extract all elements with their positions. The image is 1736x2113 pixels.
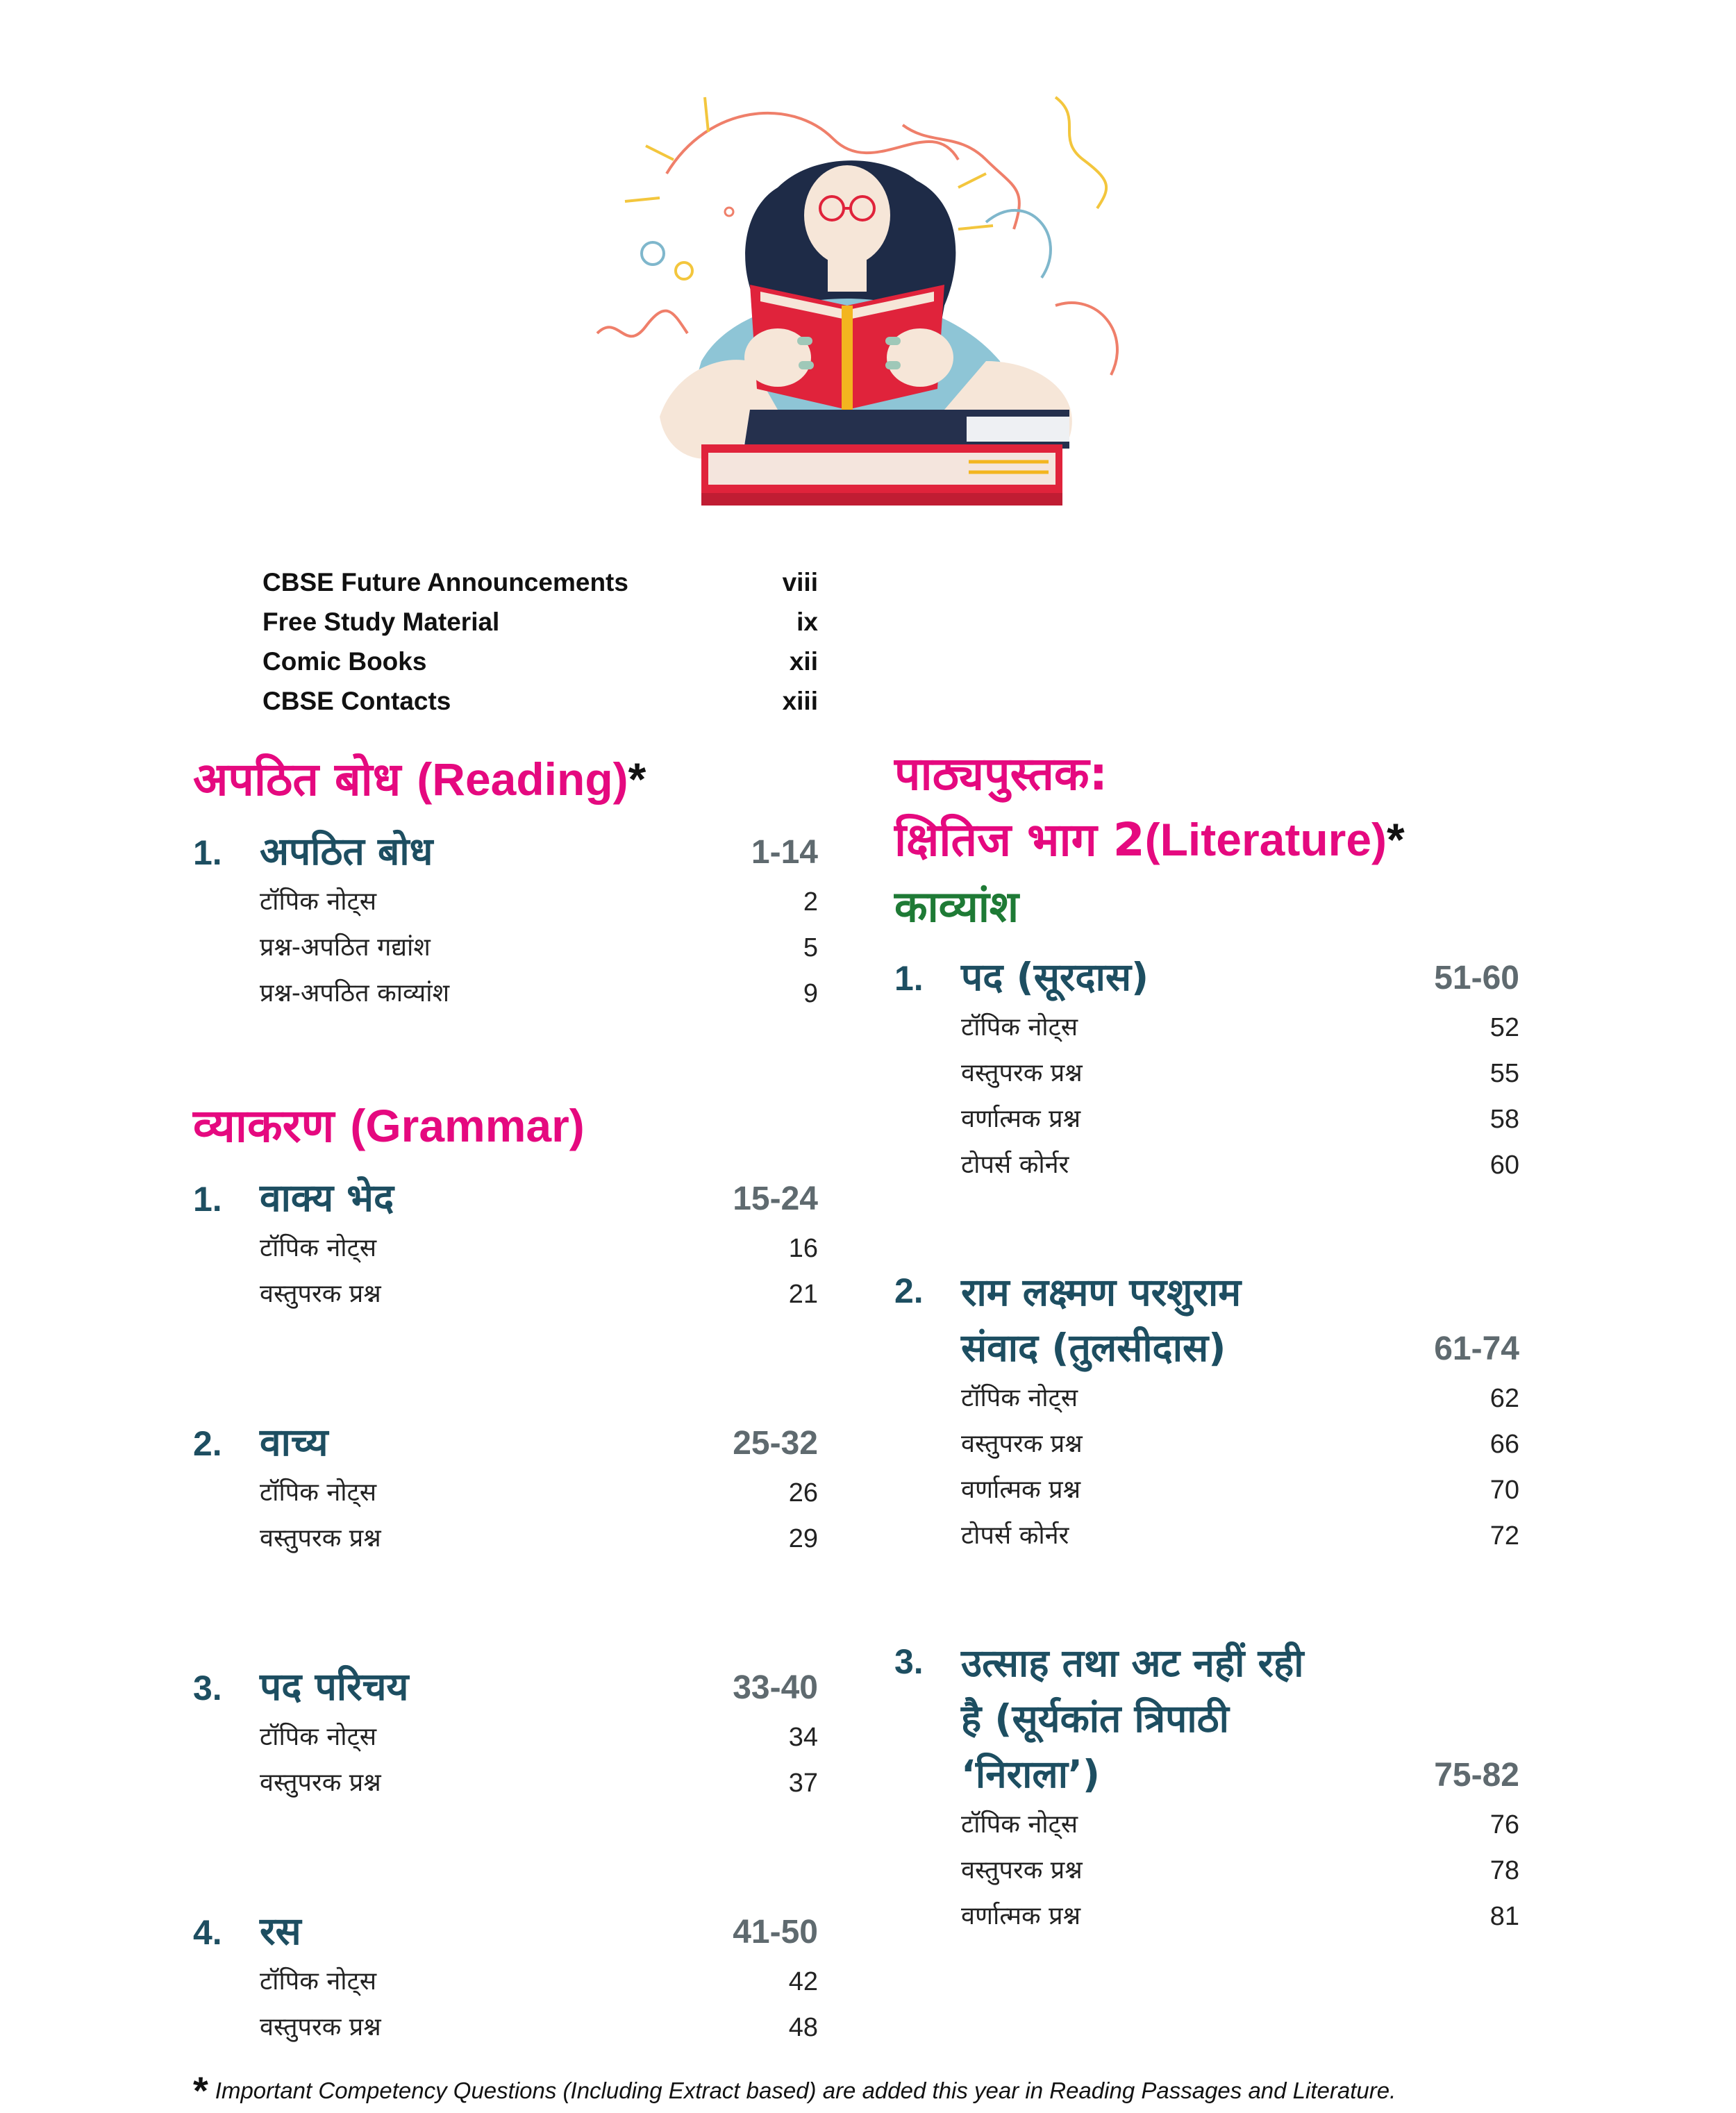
toc-entry-page: xii — [789, 647, 818, 676]
chapter-title: अपठित बोध — [260, 829, 433, 874]
topic-entry[interactable] — [894, 1467, 1519, 1513]
topic-page: 52 — [1489, 1013, 1519, 1042]
toc-entry-label: CBSE Contacts — [262, 687, 451, 715]
topic-entry[interactable] — [193, 1516, 818, 1562]
chapter-heading[interactable] — [894, 949, 1519, 1005]
topic-page: 34 — [788, 1723, 818, 1752]
topic-page: 9 — [803, 979, 818, 1008]
topic-label: वस्तुपरक प्रश्न — [961, 1059, 1083, 1087]
topic-page: 72 — [1489, 1521, 1519, 1551]
chapter-title: उत्साह तथा अट नहीं रही है (सूर्यकांत त्रिपाठी ‘निराला’) — [961, 1641, 1304, 1796]
section-title-english: (Reading) — [417, 753, 628, 805]
topic-label: टॉपिक नोट्स — [260, 1723, 377, 1751]
topic-entry[interactable] — [193, 879, 818, 925]
section-title-line2 — [894, 807, 1519, 873]
section-title-line1: पाठ्यपुस्तक: — [894, 747, 1108, 801]
asterisk: * — [193, 2069, 208, 2112]
topic-page: 16 — [788, 1234, 818, 1263]
chapter-heading[interactable] — [193, 1414, 818, 1470]
topic-label: वस्तुपरक प्रश्न — [260, 1280, 381, 1308]
topic-page: 76 — [1489, 1810, 1519, 1839]
topic-label: प्रश्न-अपठित काव्यांश — [260, 979, 450, 1008]
topic-entry[interactable] — [193, 971, 818, 1017]
chapter-page-range: 33-40 — [733, 1669, 818, 1706]
chapter-number: 1. — [193, 833, 222, 872]
section-title — [193, 1093, 818, 1159]
topic-label: टॉपिक नोट्स — [260, 1234, 377, 1262]
chapter-page-range: 61-74 — [1434, 1330, 1519, 1367]
topic-label: वर्णात्मक प्रश्न — [961, 1476, 1081, 1504]
topic-page: 37 — [788, 1769, 818, 1798]
topic-page: 29 — [788, 1524, 818, 1553]
chapter-number: 2. — [894, 1271, 924, 1310]
chapter-block — [193, 1414, 818, 1562]
chapter-heading[interactable] — [193, 1903, 818, 1959]
topic-label: टोपर्स कोर्नर — [961, 1521, 1069, 1550]
topic-label: वस्तुपरक प्रश्न — [260, 2013, 381, 2041]
topic-entry[interactable] — [894, 1051, 1519, 1096]
chapter-heading[interactable] — [193, 1170, 818, 1226]
chapter-heading[interactable] — [193, 1659, 818, 1714]
topic-entry[interactable] — [193, 1470, 818, 1516]
chapter-block — [193, 1903, 818, 2051]
chapter-heading[interactable] — [894, 1264, 1519, 1376]
topic-entry[interactable] — [193, 1226, 818, 1271]
toc-entry-label: Free Study Material — [262, 608, 500, 636]
left-column — [193, 746, 818, 2051]
chapter-block — [193, 1170, 818, 1317]
topic-label: वर्णात्मक प्रश्न — [961, 1105, 1081, 1133]
chapter-number: 1. — [894, 959, 924, 998]
topic-page: 66 — [1489, 1430, 1519, 1459]
topic-entry[interactable] — [193, 925, 818, 971]
topic-label: वस्तुपरक प्रश्न — [961, 1430, 1083, 1458]
grammar-section — [193, 1093, 818, 2051]
chapter-number: 2. — [193, 1424, 222, 1463]
topic-label: टॉपिक नोट्स — [260, 887, 377, 916]
chapter-title: राम लक्ष्मण परशुराम संवाद (तुलसीदास) — [961, 1270, 1242, 1370]
topic-entry[interactable] — [894, 1376, 1519, 1421]
chapter-block — [894, 949, 1519, 1188]
right-column — [894, 742, 1519, 1939]
chapter-page-range: 25-32 — [733, 1425, 818, 1462]
topic-label: टॉपिक नोट्स — [260, 1967, 377, 1996]
topic-entry[interactable] — [894, 1802, 1519, 1848]
topic-entry[interactable] — [894, 1096, 1519, 1142]
topic-label: वस्तुपरक प्रश्न — [961, 1856, 1083, 1885]
chapter-page-range: 75-82 — [1434, 1757, 1519, 1794]
topic-label: प्रश्न-अपठित गद्यांश — [260, 933, 431, 962]
section-title-english: (Literature) — [1144, 814, 1387, 865]
chapter-title: पद परिचय — [260, 1664, 409, 1709]
topic-page: 42 — [788, 1967, 818, 1996]
topic-page: 55 — [1489, 1059, 1519, 1088]
toc-entry[interactable] — [262, 602, 818, 642]
topic-entry[interactable] — [193, 1271, 818, 1317]
topic-label: टॉपिक नोट्स — [260, 1478, 377, 1507]
topic-label: टॉपिक नोट्स — [961, 1810, 1078, 1839]
toc-entry[interactable] — [262, 562, 818, 602]
chapter-block — [894, 1264, 1519, 1559]
topic-page: 48 — [788, 2013, 818, 2042]
section-title-hindi: अपठित बोध — [193, 753, 401, 806]
topic-entry[interactable] — [894, 1142, 1519, 1188]
topic-label: टॉपिक नोट्स — [961, 1013, 1078, 1042]
chapter-number: 4. — [193, 1913, 222, 1952]
chapter-page-range: 15-24 — [733, 1180, 818, 1217]
topic-label: वर्णात्मक प्रश्न — [961, 1902, 1081, 1930]
topic-label: टोपर्स कोर्नर — [961, 1151, 1069, 1179]
woman-reading-illustration — [569, 83, 1194, 542]
topic-page: 78 — [1489, 1856, 1519, 1885]
asterisk: * — [628, 753, 646, 805]
chapter-title: वाच्य — [260, 1420, 328, 1464]
topic-page: 5 — [803, 933, 818, 962]
topic-page: 62 — [1489, 1384, 1519, 1413]
topic-label: टॉपिक नोट्स — [961, 1384, 1078, 1412]
chapter-title: रस — [260, 1909, 301, 1953]
topic-page: 81 — [1489, 1902, 1519, 1931]
section-title-hindi: व्याकरण — [193, 1099, 335, 1153]
topic-label: वस्तुपरक प्रश्न — [260, 1524, 381, 1553]
topic-entry[interactable] — [894, 1848, 1519, 1894]
subsection-title: काव्यांश — [894, 881, 1019, 932]
chapter-block — [193, 1659, 818, 1806]
footnote — [193, 2068, 1396, 2113]
section-title-hindi: क्षितिज भाग 2 — [894, 813, 1145, 867]
toc-entry-label: Comic Books — [262, 647, 427, 676]
chapter-title: पद (सूरदास) — [961, 955, 1149, 999]
section-title — [193, 746, 818, 812]
topic-page: 70 — [1489, 1476, 1519, 1505]
topic-entry[interactable] — [193, 2005, 818, 2051]
topic-entry[interactable] — [894, 1894, 1519, 1939]
chapter-number: 3. — [193, 1669, 222, 1707]
toc-entry-page: viii — [782, 568, 818, 596]
chapter-page-range: 1-14 — [751, 834, 818, 871]
chapter-heading[interactable] — [193, 824, 818, 879]
chapter-heading[interactable] — [894, 1635, 1519, 1802]
topic-page: 58 — [1489, 1105, 1519, 1134]
topic-entry[interactable] — [894, 1005, 1519, 1051]
topic-entry[interactable] — [894, 1513, 1519, 1559]
topic-entry[interactable] — [193, 1760, 818, 1806]
topic-page: 2 — [803, 887, 818, 917]
chapter-number: 1. — [193, 1180, 222, 1219]
topic-page: 26 — [788, 1478, 818, 1508]
footnote-text: Important Competency Questions (Including Extract based) are added this year in Reading Passages and Literature. — [215, 2078, 1396, 2103]
topic-entry[interactable] — [193, 1959, 818, 2005]
chapter-block — [894, 1635, 1519, 1939]
toc-entry[interactable] — [262, 642, 818, 681]
section-title-english: (Grammar) — [350, 1100, 585, 1151]
toc-entry[interactable] — [262, 681, 818, 721]
topic-page: 21 — [788, 1280, 818, 1309]
chapter-title: वाक्य भेद — [260, 1176, 394, 1220]
chapter-page-range: 41-50 — [733, 1914, 818, 1951]
asterisk: * — [1387, 814, 1405, 865]
topic-page: 60 — [1489, 1151, 1519, 1180]
topic-entry[interactable] — [193, 1714, 818, 1760]
toc-entry-page: ix — [796, 608, 818, 636]
topic-label: वस्तुपरक प्रश्न — [260, 1769, 381, 1797]
toc-entry-page: xiii — [782, 687, 818, 715]
toc-entry-label: CBSE Future Announcements — [262, 568, 628, 596]
topic-entry[interactable] — [894, 1421, 1519, 1467]
chapter-page-range: 51-60 — [1434, 960, 1519, 996]
front-matter-list — [262, 562, 818, 721]
reading-section — [193, 746, 818, 1017]
chapter-number: 3. — [894, 1642, 924, 1681]
